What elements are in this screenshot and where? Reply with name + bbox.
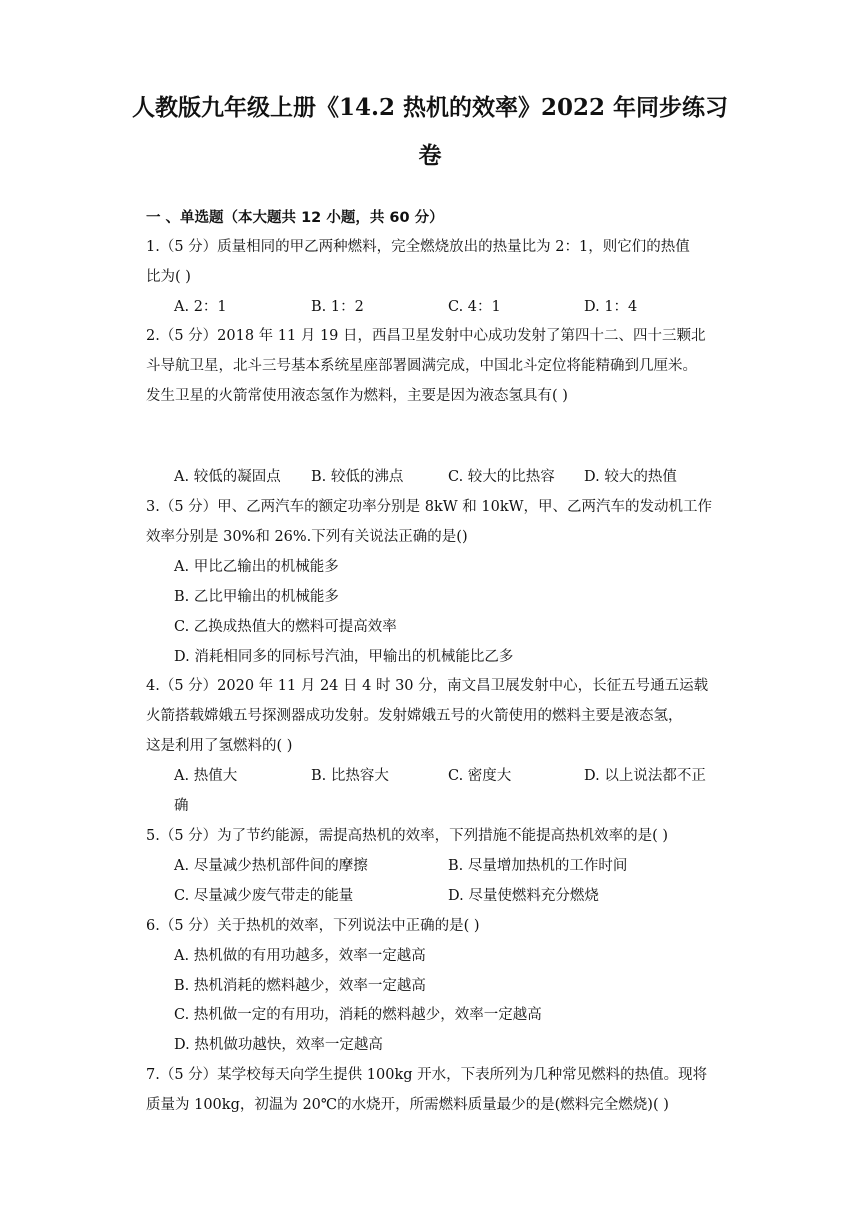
question-4-option-d: D. 以上说法都不正 (584, 768, 706, 784)
question-1-line-1: 1.（5 分）质量相同的甲乙两种燃料，完全燃烧放出的热量比为 2：1，则它们的热值 (146, 239, 690, 255)
question-6-line-1: 6.（5 分）关于热机的效率，下列说法中正确的是( ) (146, 918, 480, 934)
question-4-option-c: C. 密度大 (448, 768, 512, 784)
question-3-line-1: 3.（5 分）甲、乙两汽车的额定功率分别是 8kW 和 10kW，甲、乙两汽车的发动机工作 (146, 499, 713, 515)
question-3-option-a: A. 甲比乙输出的机械能多 (174, 559, 339, 575)
question-1-line-2: 比为( ) (146, 269, 191, 285)
question-1-option-a: A. 2：1 (174, 299, 227, 315)
question-4-line-2: 火箭搭载嫦娥五号探测器成功发射。发射嫦娥五号的火箭使用的燃料主要是液态氢， (146, 708, 683, 724)
question-1-option-b: B. 1：2 (311, 299, 364, 315)
question-5-option-d: D. 尽量使燃料充分燃烧 (448, 888, 599, 904)
question-5-line-1: 5.（5 分）为了节约能源，需提高热机的效率，下列措施不能提高热机效率的是( ) (146, 828, 669, 844)
document-title (120, 84, 740, 180)
question-3-line-2: 效率分别是 30%和 26%.下列有关说法正确的是() (146, 529, 468, 545)
question-4-option-d-wrap: 确 (174, 798, 189, 814)
question-5-option-c: C. 尽量减少废气带走的能量 (174, 888, 354, 904)
question-4-option-a: A. 热值大 (174, 768, 238, 784)
section-heading: 一 、单选题（本大题共 12 小题，共 60 分） (146, 210, 444, 226)
question-1-option-c: C. 4：1 (448, 299, 501, 315)
question-2-option-d: D. 较大的热值 (584, 469, 677, 485)
question-4-line-1: 4.（5 分）2020 年 11 月 24 日 4 时 30 分，南文昌卫展发射中心，长征五号通五运载 (146, 678, 709, 694)
question-2-line-3: 发生卫星的火箭常使用液态氢作为燃料，主要是因为液态氢具有( ) (146, 388, 568, 404)
question-3-option-b: B. 乙比甲输出的机械能多 (174, 589, 339, 605)
question-6-option-d: D. 热机做功越快，效率一定越高 (174, 1037, 383, 1053)
question-6-option-c: C. 热机做一定的有用功，消耗的燃料越少，效率一定越高 (174, 1007, 542, 1023)
question-6-option-a: A. 热机做的有用功越多，效率一定越高 (174, 948, 426, 964)
question-2-option-a: A. 较低的凝固点 (174, 469, 281, 485)
question-4-option-b: B. 比热容大 (311, 768, 389, 784)
question-5-option-b: B. 尽量增加热机的工作时间 (448, 858, 628, 874)
question-7-line-1: 7.（5 分）某学校每天向学生提供 100kg 开水，下表所列为几种常见燃料的热值。现将 (146, 1067, 708, 1083)
question-7-line-2: 质量为 100kg，初温为 20℃的水烧开，所需燃料质量最少的是(燃料完全燃烧)( ) (146, 1097, 669, 1113)
question-2-option-b: B. 较低的沸点 (311, 469, 404, 485)
title-line-1: 人教版九年级上册《14.2 热机的效率》2022 年同步练习 (131, 94, 729, 121)
question-2-option-c: C. 较大的比热容 (448, 469, 555, 485)
question-5-option-a: A. 尽量减少热机部件间的摩擦 (174, 858, 368, 874)
question-2-line-2: 斗导航卫星，北斗三号基本系统星座部署圆满完成，中国北斗定位将能精确到几厘米。 (146, 358, 697, 374)
question-3-option-c: C. 乙换成热值大的燃料可提高效率 (174, 619, 397, 635)
question-3-option-d: D. 消耗相同多的同标号汽油，甲输出的机械能比乙多 (174, 649, 514, 665)
question-1-option-d: D. 1：4 (584, 299, 638, 315)
question-2-line-1: 2.（5 分）2018 年 11 月 19 日，西昌卫星发射中心成功发射了第四十二、四十三颗北 (146, 328, 706, 344)
title-line-2: 卷 (418, 142, 442, 169)
question-6-option-b: B. 热机消耗的燃料越少，效率一定越高 (174, 978, 426, 994)
question-4-line-3: 这是利用了氢燃料的( ) (146, 738, 293, 754)
